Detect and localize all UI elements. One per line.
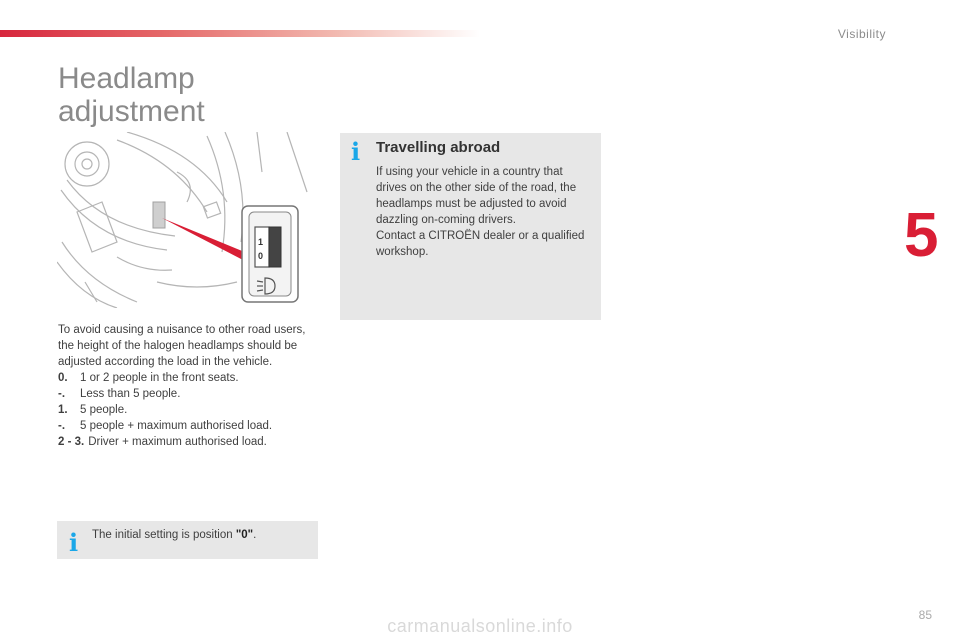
list-key: 2 - 3. xyxy=(58,436,85,448)
section-title: Visibility xyxy=(837,27,886,41)
list-text: Less than 5 people. xyxy=(80,388,181,400)
list-key: 1. xyxy=(58,404,68,416)
info-icon: i xyxy=(351,137,361,166)
note-prefix: The initial setting is position xyxy=(92,529,236,541)
intro-text-block xyxy=(58,322,313,450)
list-item xyxy=(58,418,313,434)
dashboard-illustration xyxy=(57,132,318,308)
list-key: 0. xyxy=(58,372,68,384)
list-text: 5 people. xyxy=(80,404,128,416)
chapter-number: 5 xyxy=(904,201,939,270)
intro-paragraph: To avoid causing a nuisance to other road users, the height of the halogen headlamps should be adjusted according the load in the vehicle. xyxy=(58,324,306,368)
headlamp-switch-drawing xyxy=(57,132,318,308)
info-box-line1: If using your vehicle in a country that drives on the other side of the road, the headlamps must be adjusted to avoid dazzling on-coming drivers. xyxy=(376,166,577,226)
note-text xyxy=(92,529,256,541)
page-title-line2: adjustment xyxy=(58,95,205,128)
note-suffix: . xyxy=(253,529,257,541)
switch-label-1: 1 xyxy=(258,237,264,247)
list-text: 1 or 2 people in the front seats. xyxy=(80,372,239,384)
info-box-text xyxy=(376,164,596,260)
pointer-arrow-icon xyxy=(162,218,247,260)
list-item xyxy=(58,402,313,418)
list-item xyxy=(58,434,313,450)
note-value: "0" xyxy=(235,529,254,541)
info-icon: i xyxy=(69,528,79,557)
list-item xyxy=(58,370,313,386)
list-text: 5 people + maximum authorised load. xyxy=(80,420,273,432)
travelling-abroad-box xyxy=(340,133,601,320)
page-title-line1: Headlamp xyxy=(58,62,195,95)
headlamp-height-switch xyxy=(242,206,298,302)
initial-setting-note xyxy=(57,521,318,559)
page-title xyxy=(58,62,318,128)
switch-location-marker xyxy=(153,202,165,228)
watermark: carmanualsonline.info xyxy=(387,616,573,636)
list-text: Driver + maximum authorised load. xyxy=(88,436,267,448)
info-box-line2: Contact a CITROËN dealer or a qualified workshop. xyxy=(376,230,585,258)
header-gradient-bar xyxy=(0,30,480,37)
list-key: -. xyxy=(58,388,66,400)
list-key: -. xyxy=(58,420,66,432)
info-box-heading: Travelling abroad xyxy=(376,139,501,156)
switch-label-0: 0 xyxy=(258,251,264,261)
page-number: 85 xyxy=(918,608,932,622)
list-item xyxy=(58,386,313,402)
